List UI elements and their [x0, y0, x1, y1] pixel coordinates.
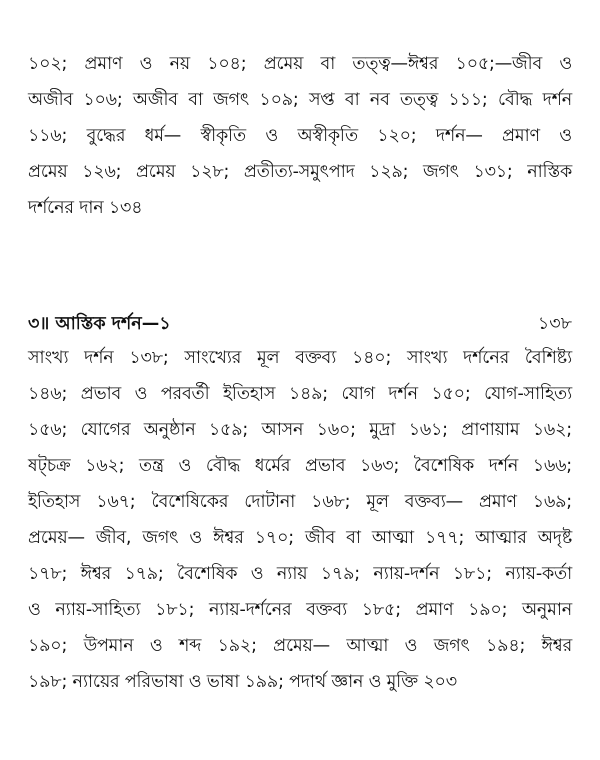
toc-line: দর্শনের দান ১৩৪	[28, 198, 143, 218]
toc-line: প্রমেয়— জীব, জগৎ ও ঈশ্বর ১৭০; জীব বা আত্মা ১৭৭; আত্মার অদৃষ্ট	[28, 528, 572, 548]
toc-line: ষট্‌চক্র ১৬২; তন্ত্র ও বৌদ্ধ ধর্মের প্রভাব ১৬৩; বৈশেষিক দর্শন ১৬৬;	[28, 456, 572, 476]
chapter-heading-row	[28, 307, 572, 343]
toc-line: অজীব ১০৬; অজীব বা জগৎ ১০৯; সপ্ত বা নব তত্ত্ব ১১১; বৌদ্ধ দর্শন	[28, 90, 572, 110]
toc-line: ১১৬; বুদ্ধের ধর্ম— স্বীকৃতি ও অস্বীকৃতি ১২০; দর্শন— প্রমাণ ও	[28, 126, 572, 146]
toc-line: প্রমেয় ১২৬; প্রমেয় ১২৮; প্রতীত্য-সমুৎপাদ ১২৯; জগৎ ১৩১; নাস্তিক	[28, 162, 572, 182]
chapter-title: ৩॥ আস্তিক দর্শন—১	[28, 313, 171, 334]
toc-line: ১৫৬; যোগের অনুষ্ঠান ১৫৯; আসন ১৬০; মুদ্রা ১৬১; প্রাণায়াম ১৬২;	[28, 420, 572, 440]
toc-line: ১৭৮; ঈশ্বর ১৭৯; বৈশেষিক ও ন্যায় ১৭৯; ন্যায়-দর্শন ১৮১; ন্যায়-কর্তা	[28, 564, 572, 584]
chapter-page-number: ১৩৮	[537, 313, 572, 334]
chapter-entries	[28, 340, 572, 700]
previous-chapter-entries	[28, 46, 572, 226]
toc-line: ১৯০; উপমান ও শব্দ ১৯২; প্রমেয়— আত্মা ও জগৎ ১৯৪; ঈশ্বর	[28, 636, 572, 656]
toc-line: ইতিহাস ১৬৭; বৈশেষিকের দোটানা ১৬৮; মূল বক্তব্য— প্রমাণ ১৬৯;	[28, 492, 572, 512]
toc-line: ও ন্যায়-সাহিত্য ১৮১; ন্যায়-দর্শনের বক্তব্য ১৮৫; প্রমাণ ১৯০; অনুমান	[28, 600, 572, 620]
toc-line: ১৪৬; প্রভাব ও পরবর্তী ইতিহাস ১৪৯; যোগ দর্শন ১৫০; যোগ-সাহিত্য	[28, 384, 572, 404]
toc-line: ১৯৮; ন্যায়ের পরিভাষা ও ভাষা ১৯৯; পদার্থ জ্ঞান ও মুক্তি ২০৩	[28, 672, 457, 692]
toc-line: ১০২; প্রমাণ ও নয় ১০৪; প্রমেয় বা তত্ত্ব—ঈশ্বর ১০৫;—জীব ও	[28, 54, 572, 74]
toc-line: সাংখ্য দর্শন ১৩৮; সাংখ্যের মূল বক্তব্য ১৪০; সাংখ্য দর্শনের বৈশিষ্ট্য	[28, 348, 572, 368]
